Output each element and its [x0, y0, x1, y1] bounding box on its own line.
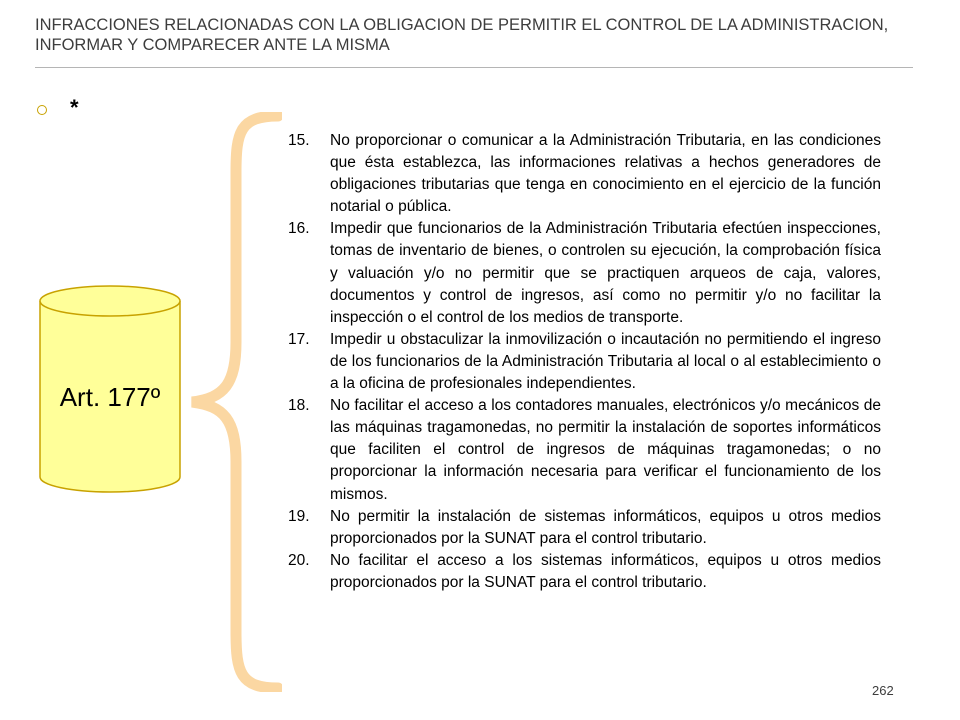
item-number: 18.: [288, 397, 310, 415]
article-label: Art. 177º: [59, 382, 161, 412]
item-number: 15.: [288, 132, 310, 149]
item-text: Impedir u obstaculizar la inmovilización o incautación no permitiendo el ingreso de los funcionarios de la Administración Tributaria al local o al establecimiento o a la oficina de profesionales independientes.: [330, 330, 881, 393]
item-number: 17.: [288, 330, 310, 348]
slide-title: INFRACCIONES RELACIONADAS CON LA OBLIGACION DE PERMITIR EL CONTROL DE LA ADMINISTRACION, INFORMAR Y COMPARECER ANTE LA MISMA: [35, 16, 889, 54]
item-number: 19.: [288, 507, 310, 525]
bullet-text: *: [70, 95, 79, 120]
infractions-list: [288, 130, 881, 594]
list-item: [288, 550, 881, 594]
circle-bullet-icon: [37, 105, 47, 115]
item-number: 20.: [288, 551, 310, 569]
curly-brace-icon: [186, 112, 282, 692]
list-item: [288, 130, 881, 218]
item-text: No permitir la instalación de sistemas informáticos, equipos u otros medios proporcionados por la SUNAT para el control tributario.: [330, 507, 881, 547]
list-item: [288, 218, 881, 328]
cylinder-top: [40, 286, 180, 316]
list-item: [288, 395, 881, 505]
item-text: No facilitar el acceso a los sistemas informáticos, equipos u otros medios proporcionados por la SUNAT para el control tributario.: [330, 551, 881, 591]
list-item: [288, 506, 881, 550]
item-text: Impedir que funcionarios de la Administración Tributaria efectúen inspecciones, tomas de inventario de bienes, o controlen su ejecución, la comprobación física y valuación y/o no permitir que se practiquen arqueos de caja, valores, documentos y control de ingresos, así como no permitir y/o no facilitar la inspección o el control de los medios de transporte.: [330, 220, 881, 326]
item-number: 16.: [288, 220, 310, 238]
item-text: No proporcionar o comunicar a la Administración Tributaria, en las condiciones que ésta establezca, las informaciones relativas a hechos generadores de obligaciones tributarias que tenga en conocimiento en el ejercicio de la función notarial o pública.: [330, 132, 881, 216]
title-divider: [35, 67, 913, 68]
list-item: [288, 329, 881, 395]
item-text: No facilitar el acceso a los contadores manuales, electrónicos y/o mecánicos de las máquinas tragamonedas, no permitir la instalación de soportes informáticos que faciliten el control de ingresos de máquinas tragamonedas; o no proporcionar la información necesaria para verificar el funcionamiento de los mismos.: [330, 397, 881, 503]
page-number: 262: [872, 683, 894, 698]
